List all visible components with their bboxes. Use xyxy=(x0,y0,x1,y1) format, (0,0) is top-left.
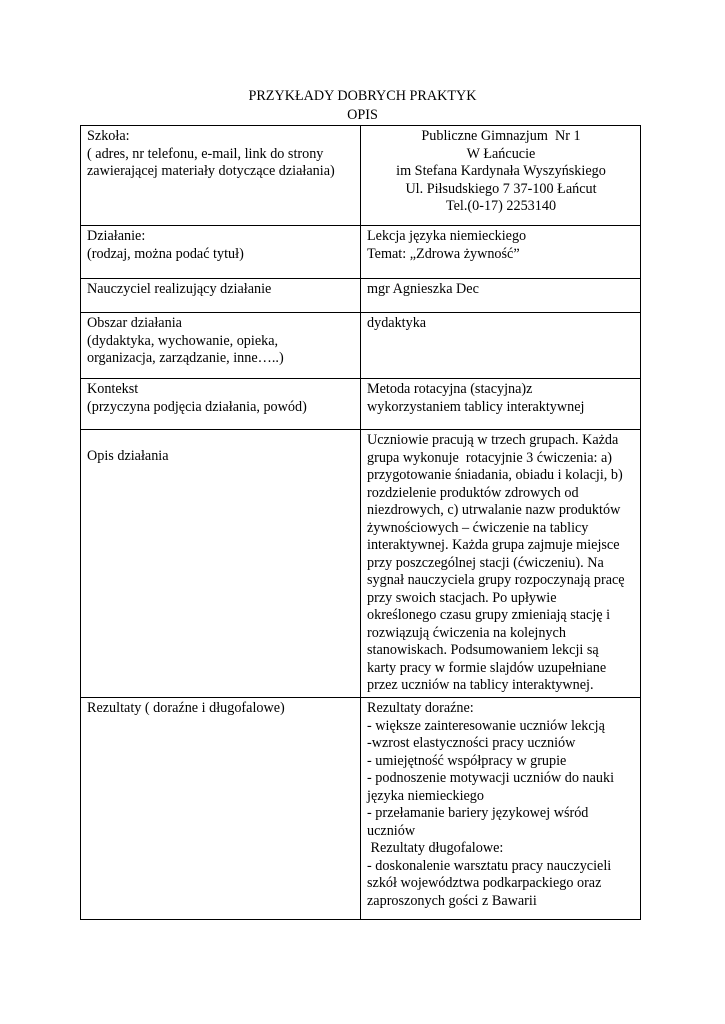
label-line: ( adres, nr telefonu, e-mail, link do strony xyxy=(87,145,324,162)
value-line: żywnościowych – ćwiczenie na tablicy xyxy=(367,519,589,536)
value-line: Uczniowie pracują w trzech grupach. Każda xyxy=(367,432,619,448)
value-cell-area xyxy=(361,313,641,379)
label-line: zawierającej materiały dotyczące działania) xyxy=(87,163,335,179)
label-cell-school xyxy=(81,126,361,226)
label-line: (dydaktyka, wychowanie, opieka, xyxy=(87,332,279,349)
value-line: - umiejętność współpracy w grupie xyxy=(367,752,567,769)
document-subtitle: OPIS xyxy=(347,107,378,123)
value-line: W Łańcucie xyxy=(466,145,536,162)
value-line: zaproszonych gości z Bawarii xyxy=(367,892,537,909)
table-row-description xyxy=(81,430,641,698)
label-cell-action xyxy=(81,226,361,279)
value-line: uczniów xyxy=(367,822,416,839)
label-line: Szkoła: xyxy=(87,128,130,144)
value-line: - większe zainteresowanie uczniów lekcją xyxy=(367,717,605,734)
value-line: grupa wykonuje rotacyjnie 3 ćwiczenia: a) xyxy=(367,449,613,466)
value-line: Rezultaty długofalowe: xyxy=(367,840,504,856)
label-line: Obszar działania xyxy=(87,315,182,331)
value-line: przez uczniów na tablicy interaktywnej. xyxy=(367,677,594,693)
value-line: określonego czasu grupy zmieniają stację i xyxy=(367,607,611,623)
label-cell-context xyxy=(81,379,361,430)
table-row-school xyxy=(81,126,641,226)
value-line: szkół województwa podkarpackiego oraz xyxy=(367,875,602,891)
value-cell-results xyxy=(361,698,641,920)
table-row-action xyxy=(81,226,641,279)
value-line: przygotowanie śniadania, obiadu i kolacji, b) xyxy=(367,467,623,483)
value-line: przy poszczególnej stacji (ćwiczeniu). Na xyxy=(367,554,604,571)
value-line: wykorzystaniem tablicy interaktywnej xyxy=(367,398,585,415)
label-line: Rezultaty ( doraźne i długofalowe) xyxy=(87,700,285,716)
table-row-area xyxy=(81,313,641,379)
value-line: interaktywnej. Każda grupa zajmuje miejsce xyxy=(367,537,620,553)
label-cell-area xyxy=(81,313,361,379)
value-cell-action xyxy=(361,226,641,279)
label-line: Działanie: xyxy=(87,228,146,244)
value-cell-teacher xyxy=(361,279,641,313)
value-line: mgr Agnieszka Dec xyxy=(367,281,479,297)
value-line: stanowiskach. Podsumowaniem lekcji są xyxy=(367,642,599,658)
label-cell-teacher xyxy=(81,279,361,313)
value-line: języka niemieckiego xyxy=(367,787,484,804)
label-line: (przyczyna podjęcia działania, powód) xyxy=(87,398,307,415)
label-cell-description xyxy=(81,430,361,698)
value-line: sygnał nauczyciela grupy rozpoczynają pracę xyxy=(367,572,625,588)
value-line: rozdzielenie produktów zdrowych od xyxy=(367,484,579,501)
value-line: rozwiązują ćwiczenia na kolejnych xyxy=(367,624,566,641)
description-table xyxy=(80,125,641,920)
value-line: Metoda rotacyjna (stacyjna)z xyxy=(367,381,533,397)
label-line: Opis działania xyxy=(87,448,169,464)
value-line: Publiczne Gimnazjum Nr 1 xyxy=(421,128,581,144)
label-line: Nauczyciel realizujący działanie xyxy=(87,281,272,297)
value-line: niezdrowych, c) utrwalanie nazw produktów xyxy=(367,502,621,518)
value-line: Rezultaty doraźne: xyxy=(367,700,474,716)
label-cell-results xyxy=(81,698,361,920)
value-line: Ul. Piłsudskiego 7 37-100 Łańcut xyxy=(405,180,597,197)
value-line: - przełamanie bariery językowej wśród xyxy=(367,805,589,821)
value-line: - doskonalenie warsztatu pracy nauczycieli xyxy=(367,857,612,874)
table-row-context xyxy=(81,379,641,430)
table-row-teacher xyxy=(81,279,641,313)
value-cell-context xyxy=(361,379,641,430)
value-line: Lekcja języka niemieckiego xyxy=(367,228,527,244)
value-line: -wzrost elastyczności pracy uczniów xyxy=(367,735,576,751)
value-line: dydaktyka xyxy=(367,315,427,331)
value-line: Temat: „Zdrowa żywność” xyxy=(367,245,520,262)
value-line: im Stefana Kardynała Wyszyńskiego xyxy=(396,163,606,179)
label-line: organizacja, zarządzanie, inne…..) xyxy=(87,350,284,366)
value-cell-description xyxy=(361,430,641,698)
label-line: (rodzaj, można podać tytuł) xyxy=(87,245,244,262)
label-line: Kontekst xyxy=(87,381,139,397)
value-line: przy swoich stacjach. Po upływie xyxy=(367,589,557,606)
document-title: PRZYKŁADY DOBRYCH PRAKTYK xyxy=(248,88,477,104)
value-line: Tel.(0-17) 2253140 xyxy=(445,198,557,214)
value-cell-school xyxy=(361,126,641,226)
value-line: - podnoszenie motywacji uczniów do nauki xyxy=(367,770,615,786)
value-line: karty pracy w formie slajdów uzupełniane xyxy=(367,659,607,676)
table-row-results xyxy=(81,698,641,920)
